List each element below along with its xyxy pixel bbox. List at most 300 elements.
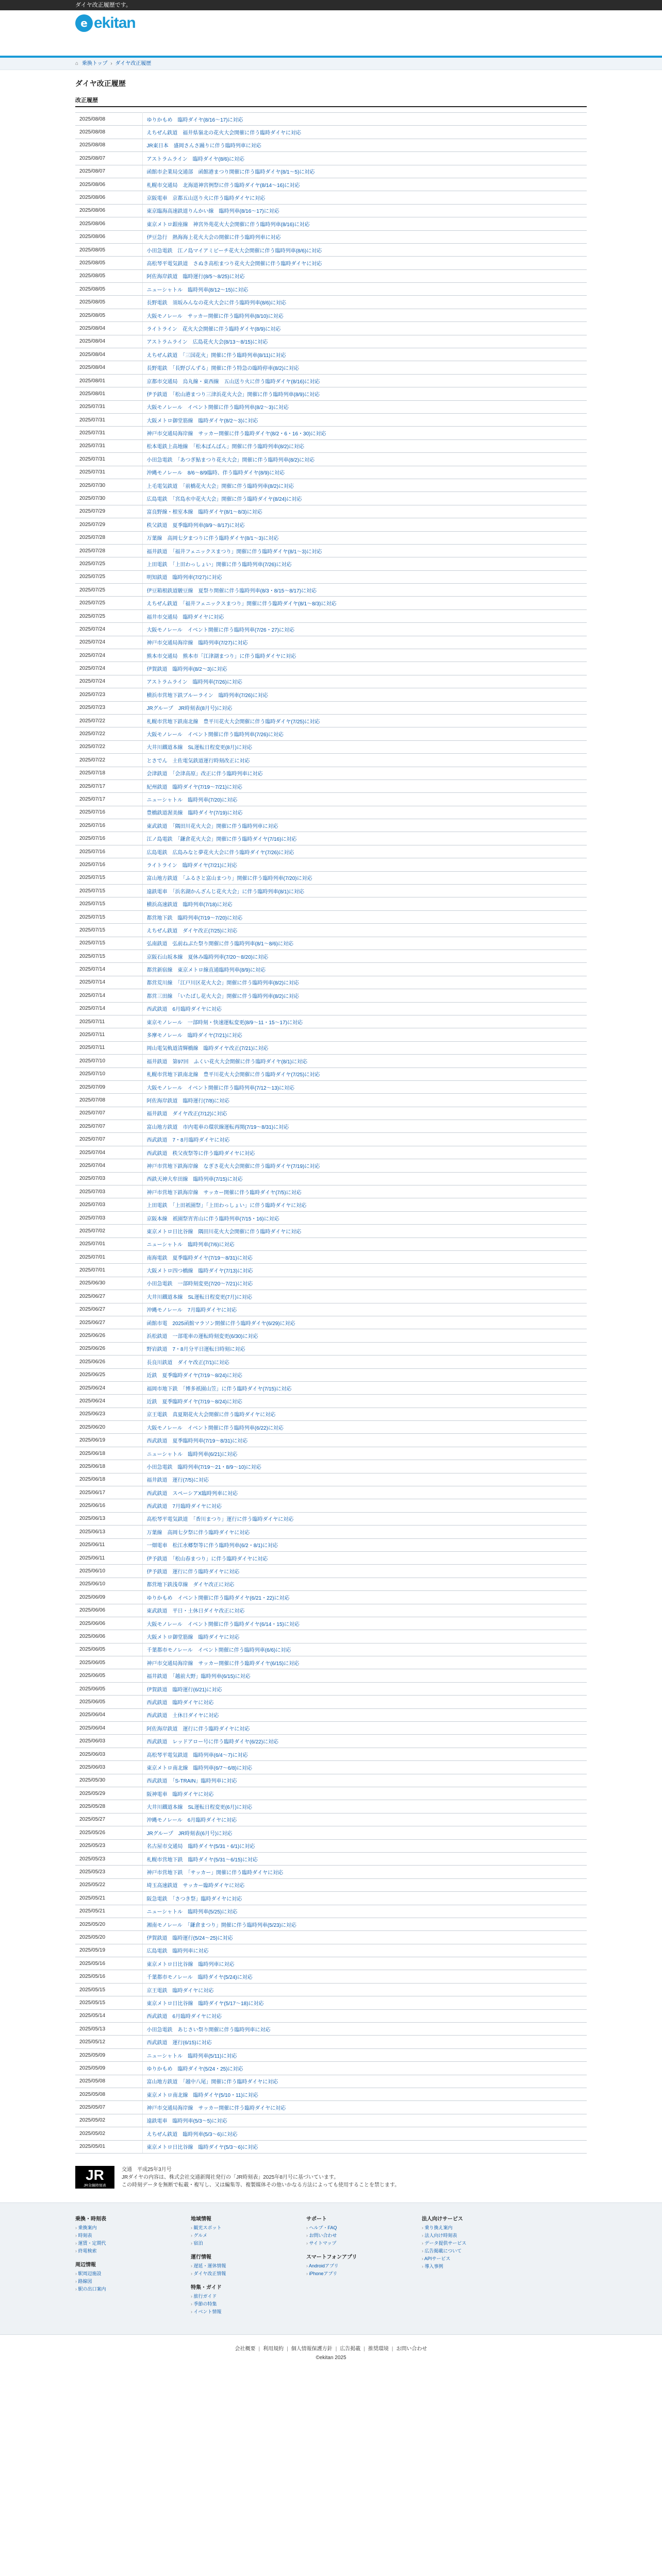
footer-link[interactable]: › 観光スポット xyxy=(191,2224,300,2232)
history-date: 2025/05/19 xyxy=(75,1944,142,1957)
history-entry-link[interactable]: ニューシャトル 臨時列車(5/11)に対応 xyxy=(142,2048,587,2061)
history-entry-link[interactable]: 福井鉄道 ダイヤ改正(7/12)に対応 xyxy=(142,1107,587,1120)
history-date: 2025/07/29 xyxy=(75,505,142,518)
history-entry-link[interactable]: 千葉都市モノレール 臨時ダイヤ(5/24)に対応 xyxy=(142,1970,587,1983)
history-entry-link[interactable]: 大井川鐵道本線 SL運転日程変更(6月)に対応 xyxy=(142,1800,587,1813)
history-entry-link[interactable]: ニューシャトル 臨時列車(8/12〜15)に対応 xyxy=(142,283,587,296)
history-entry-link[interactable]: 長野電鉄 「長野びんずる」開催に伴う特急の臨時停車(8/2)に対応 xyxy=(142,361,587,374)
history-entry-link[interactable]: 多摩モノレール 臨時ダイヤ(7/21)に対応 xyxy=(142,1028,587,1041)
history-entry-link[interactable]: 神戸市営地下鉄海岸線 サッカー開催に伴う臨時ダイヤ(7/5)に対応 xyxy=(142,1185,587,1198)
history-entry-link[interactable]: 大阪モノレール イベント開催に伴う臨時列車(8/2〜3)に対応 xyxy=(142,400,587,413)
history-entry-link[interactable]: 札幌市営地下鉄 臨時ダイヤ(5/31〜6/15)に対応 xyxy=(142,1852,587,1865)
footer-group-title: 乗換・時刻表 xyxy=(75,2216,106,2222)
history-entry-link[interactable]: 沖縄モノレール 8/6〜8/9臨時、伴う臨時ダイヤ(8/9)に対応 xyxy=(142,466,587,479)
history-row xyxy=(75,924,587,937)
history-date: 2025/07/31 xyxy=(75,439,142,452)
footer-link[interactable]: › グルメ xyxy=(191,2232,300,2240)
history-row xyxy=(75,466,587,479)
history-entry-link[interactable]: 福井鉄道 運行(7/5)に対応 xyxy=(142,1473,587,1486)
history-row xyxy=(75,1538,587,1551)
home-icon[interactable]: ⌂ xyxy=(75,61,79,66)
history-entry-link[interactable]: えちぜん鉄道 福井県嶺北の花火大会開催に伴う臨時ダイヤに対応 xyxy=(142,126,587,139)
history-entry-link[interactable]: ニューシャトル 臨時列車(7/6)に対応 xyxy=(142,1238,587,1250)
jr-notice-text xyxy=(122,2166,400,2189)
history-entry-link[interactable]: 東京モノレール 一部時刻・快速運転変更(8/9〜11・15〜17)に対応 xyxy=(142,1015,587,1028)
footer-group-title: スマートフォンアプリ xyxy=(306,2254,357,2260)
history-entry-link[interactable]: えちぜん鉄道 ダイヤ改正(7/25)に対応 xyxy=(142,924,587,937)
history-entry-link[interactable]: 横浜高速鉄道 臨時列車(7/18)に対応 xyxy=(142,897,587,910)
history-entry-link[interactable]: 長野電鉄 須坂みんなの花火大会に伴う臨時列車(8/6)に対応 xyxy=(142,296,587,309)
history-entry-link[interactable]: 西武鉄道 6月臨時ダイヤに対応 xyxy=(142,1002,587,1015)
history-entry-link[interactable]: 富山地方鉄道 「越中八尾」開催に伴う臨時ダイヤに対応 xyxy=(142,2075,587,2088)
history-row xyxy=(75,584,587,597)
history-entry-link[interactable]: 福井鉄道 「越前大野」臨時列車(6/15)に対応 xyxy=(142,1669,587,1682)
history-row xyxy=(75,1722,587,1735)
history-row xyxy=(75,1460,587,1473)
history-date: 2025/07/29 xyxy=(75,518,142,531)
history-entry-link[interactable]: 伊賀鉄道 臨時運行(5/24〜25)に対応 xyxy=(142,1931,587,1944)
history-entry-link[interactable]: 神戸市営地下鉄海岸線 なぎさ花火大会開催に伴う臨時ダイヤ(7/19)に対応 xyxy=(142,1159,587,1172)
history-date: 2025/07/09 xyxy=(75,1080,142,1093)
history-date: 2025/05/13 xyxy=(75,2023,142,2036)
history-date: 2025/08/06 xyxy=(75,178,142,191)
history-date: 2025/07/15 xyxy=(75,924,142,937)
history-entry-link[interactable]: 小田急電鉄 臨時列車(7/19〜21・8/9〜10)に対応 xyxy=(142,1460,587,1473)
history-entry-link[interactable]: 大阪メトロ御堂筋線 臨時ダイヤ(8/2〜3)に対応 xyxy=(142,413,587,426)
history-entry-link[interactable]: 大阪モノレール イベント開催に伴う臨時列車(7/12〜13)に対応 xyxy=(142,1080,587,1093)
footer-link[interactable]: › イベント情報 xyxy=(191,2308,300,2316)
history-row xyxy=(75,1238,587,1250)
footer-link-list xyxy=(191,2224,300,2247)
breadcrumb-item-top[interactable]: 乗換トップ xyxy=(81,61,108,66)
history-entry-link[interactable]: 弘南鉄道 弘前ねぷた祭り開催に伴う臨時列車(8/1〜8/6)に対応 xyxy=(142,937,587,950)
history-entry-link[interactable]: 野岩鉄道 7・8月分平日運転日時刻に対応 xyxy=(142,1342,587,1355)
history-entry-link[interactable]: 大阪モノレール イベント開催に伴う臨時列車(6/22)に対応 xyxy=(142,1421,587,1434)
footer-separator: | xyxy=(363,2346,365,2352)
history-row xyxy=(75,1028,587,1041)
history-entry-link[interactable]: JRグループ JR時刻表(6月号)に対応 xyxy=(142,1826,587,1839)
footer-link[interactable]: › サイトマップ xyxy=(306,2240,416,2247)
history-entry-link[interactable]: 伊予鉄道 「松山港まつり三津浜花火大会」開催に伴う臨時列車(8/9)に対応 xyxy=(142,387,587,400)
site-footer xyxy=(0,2202,662,2334)
history-date: 2025/06/30 xyxy=(75,1277,142,1290)
footer-bottom-link[interactable]: 推奨環境 xyxy=(368,2346,389,2352)
history-date: 2025/06/18 xyxy=(75,1473,142,1486)
history-row xyxy=(75,1735,587,1748)
history-entry-link[interactable]: 札幌市営地下鉄南北線 豊平川花火大会開催に伴う臨時ダイヤ(7/25)に対応 xyxy=(142,714,587,727)
history-date: 2025/06/19 xyxy=(75,1434,142,1447)
history-entry-link[interactable]: 西武鉄道 秩父夜祭等に伴う臨時ダイヤに対応 xyxy=(142,1146,587,1159)
history-row xyxy=(75,2023,587,2036)
history-entry-link[interactable]: 福井鉄道 第97回 ふくい花火大会開催に伴う臨時ダイヤ(8/1)に対応 xyxy=(142,1055,587,1067)
history-entry-link[interactable]: 東京メトロ日比谷線 臨時ダイヤ(5/3〜6)に対応 xyxy=(142,2140,587,2153)
footer-link[interactable]: › ダイヤ改正情報 xyxy=(191,2270,300,2278)
footer-link[interactable]: › 終電検索 xyxy=(75,2247,185,2255)
history-entry-link[interactable]: 京阪石山坂本線 夏休み臨時列車(7/20〜8/20)に対応 xyxy=(142,950,587,963)
history-entry-link[interactable]: 西武鉄道 スペーシアX臨時列車に対応 xyxy=(142,1486,587,1499)
history-entry-link[interactable]: 会津鉄道 「会津高原」改正に伴う臨時列車に対応 xyxy=(142,767,587,779)
history-entry-link[interactable]: 伊予鉄道 運行に伴う臨時ダイヤに対応 xyxy=(142,1565,587,1578)
history-entry-link[interactable]: えちぜん鉄道 「福井フェニックスまつり」開催に伴う臨時ダイヤ(8/1〜8/3)に対応 xyxy=(142,597,587,609)
footer-link[interactable]: › 季節の特集 xyxy=(191,2300,300,2308)
history-date: 2025/06/13 xyxy=(75,1512,142,1525)
history-entry-link[interactable]: 松本電鉄上高地線 「松本ぼんぼん」開催に伴う臨時列車(8/2)に対応 xyxy=(142,439,587,452)
history-entry-link[interactable]: 大阪モノレール イベント開催に伴う臨時列車(7/26)に対応 xyxy=(142,727,587,740)
history-entry-link[interactable]: 阪神電車 臨時ダイヤに対応 xyxy=(142,1787,587,1800)
history-entry-link[interactable]: 近鉄 夏季臨時ダイヤ(7/19〜8/24)に対応 xyxy=(142,1368,587,1381)
history-entry-link[interactable]: 秩父鉄道 夏季臨時列車(8/9〜8/17)に対応 xyxy=(142,518,587,531)
history-entry-link[interactable]: 伊豆箱根鉄道駿豆線 夏祭り開催に伴う臨時列車(8/3・8/15〜8/17)に対応 xyxy=(142,584,587,597)
history-entry-link[interactable]: 東京メトロ銀座線 神宮外苑花火大会開催に伴う臨時列車(8/16)に対応 xyxy=(142,217,587,230)
history-entry-link[interactable]: 明知鉄道 臨時列車(7/27)に対応 xyxy=(142,570,587,583)
history-entry-link[interactable]: 浜松鉄道 一部電車の運転時刻変更(6/30)に対応 xyxy=(142,1329,587,1342)
history-entry-link[interactable]: 西武鉄道 土休日ダイヤに対応 xyxy=(142,1708,587,1721)
history-row xyxy=(75,126,587,139)
history-entry-link[interactable]: 西鉄天神大牟田線 臨時列車(7/15)に対応 xyxy=(142,1172,587,1185)
history-row xyxy=(75,727,587,740)
history-entry-link[interactable]: 紀州鉄道 臨時ダイヤ(7/19〜7/21)に対応 xyxy=(142,779,587,792)
history-entry-link[interactable]: 都営荒川線 「江戸川区花火大会」開催に伴う臨時列車(8/2)に対応 xyxy=(142,976,587,989)
footer-link[interactable]: › お問い合わせ xyxy=(306,2232,416,2240)
history-row xyxy=(75,871,587,884)
history-entry-link[interactable]: 東京臨海高速鉄道りんかい線 臨時列車(8/16〜17)に対応 xyxy=(142,204,587,217)
site-header xyxy=(75,10,587,35)
history-entry-link[interactable]: 高松琴平電気鉄道 「香川まつり」運行に伴う臨時ダイヤに対応 xyxy=(142,1512,587,1525)
history-row xyxy=(75,1080,587,1093)
history-row xyxy=(75,1931,587,1944)
history-entry-link[interactable]: ゆりかもめ 臨時ダイヤ(8/16〜17)に対応 xyxy=(142,113,587,126)
history-row xyxy=(75,2048,587,2061)
footer-link-grid xyxy=(75,2214,587,2321)
history-row xyxy=(75,1329,587,1342)
history-entry-link[interactable]: ゆりかもめ 臨時ダイヤ(5/24・25)に対応 xyxy=(142,2062,587,2075)
footer-bottom-link[interactable]: 会社概要 xyxy=(235,2346,256,2352)
history-entry-link[interactable]: ニューシャトル 臨時列車(5/25)に対応 xyxy=(142,1905,587,1918)
history-entry-link[interactable]: 万葉線 高岡七夕まつりに伴う臨時ダイヤ(8/1〜3)に対応 xyxy=(142,531,587,544)
history-entry-link[interactable]: ニューシャトル 臨時列車(6/21)に対応 xyxy=(142,1447,587,1460)
history-entry-link[interactable]: 大井川鐵道本線 SL運転日程変更(8月)に対応 xyxy=(142,740,587,753)
history-row xyxy=(75,1303,587,1316)
history-entry-link[interactable]: 西武鉄道 レッドアロー号に伴う臨時ダイヤ(6/22)に対応 xyxy=(142,1735,587,1748)
history-date: 2025/05/22 xyxy=(75,1878,142,1891)
history-date: 2025/06/04 xyxy=(75,1708,142,1721)
history-row xyxy=(75,309,587,321)
history-row xyxy=(75,1067,587,1080)
history-row xyxy=(75,1264,587,1277)
history-entry-link[interactable]: 阿佐海岸鉄道 臨時運行(7/8)に対応 xyxy=(142,1094,587,1107)
history-row xyxy=(75,937,587,950)
history-entry-link[interactable]: 大阪モノレール イベント開催に伴う臨時ダイヤ(6/14・15)に対応 xyxy=(142,1617,587,1630)
footer-link[interactable]: › 駅の出口案内 xyxy=(75,2285,185,2293)
footer-link[interactable]: › ヘルプ・FAQ xyxy=(306,2224,416,2232)
history-entry-link[interactable]: 京王電鉄 真夏期花火大会開催に伴う臨時ダイヤに対応 xyxy=(142,1408,587,1420)
history-entry-link[interactable]: アストラムライン 広島花火大会(8/13〜8/15)に対応 xyxy=(142,335,587,348)
history-entry-link[interactable]: 大井川鐵道本線 SL運転日程変更(7月)に対応 xyxy=(142,1290,587,1303)
history-entry-link[interactable]: 広島電鉄 臨時列車に対応 xyxy=(142,1944,587,1957)
history-row xyxy=(75,1499,587,1512)
history-entry-link[interactable]: 万葉線 高岡七夕祭に伴う臨時ダイヤに対応 xyxy=(142,1526,587,1538)
history-date: 2025/08/05 xyxy=(75,269,142,282)
history-row xyxy=(75,1316,587,1329)
history-entry-link[interactable]: JRグループ JR時刻表(8月号)に対応 xyxy=(142,701,587,714)
history-entry-link[interactable]: 埼玉高速鉄道 サッカー臨時ダイヤに対応 xyxy=(142,1878,587,1891)
top-notice-bar xyxy=(0,0,662,10)
history-entry-link[interactable]: 熊本市交通局 熊本市「江津湖まつり」に伴う臨時ダイヤに対応 xyxy=(142,649,587,662)
history-entry-link[interactable]: 都営三田線 「いたばし花火大会」開催に伴う臨時列車(8/2)に対応 xyxy=(142,989,587,1002)
history-entry-link[interactable]: 遠鉄電車 臨時列車(5/3〜5)に対応 xyxy=(142,2114,587,2127)
history-date: 2025/05/29 xyxy=(75,1787,142,1800)
history-entry-link[interactable]: ゆりかもめ イベント開催に伴う臨時ダイヤ(6/21・22)に対応 xyxy=(142,1591,587,1604)
history-entry-link[interactable]: 沖縄モノレール 6月臨時ダイヤに対応 xyxy=(142,1813,587,1826)
history-entry-link[interactable]: 神戸市交通局海岸線 サッカー開催に伴う臨時ダイヤに対応 xyxy=(142,2101,587,2114)
history-date: 2025/07/25 xyxy=(75,584,142,597)
history-entry-link[interactable]: 福井鉄道 「福井フェニックスまつり」開催に伴う臨時ダイヤ(8/1〜3)に対応 xyxy=(142,544,587,557)
history-date: 2025/08/05 xyxy=(75,243,142,256)
history-row xyxy=(75,2062,587,2075)
history-date: 2025/05/26 xyxy=(75,1826,142,1839)
history-row xyxy=(75,688,587,701)
footer-link[interactable]: › 時刻表 xyxy=(75,2232,185,2240)
history-row xyxy=(75,1708,587,1721)
history-entry-link[interactable]: アストラムライン 臨時列車(7/26)に対応 xyxy=(142,675,587,688)
history-date: 2025/06/03 xyxy=(75,1735,142,1748)
history-entry-link[interactable]: 函館市企業局交通部 函館港まつり開催に伴う臨時ダイヤ(8/1〜5)に対応 xyxy=(142,165,587,178)
history-date: 2025/07/25 xyxy=(75,570,142,583)
history-row xyxy=(75,989,587,1002)
history-entry-link[interactable]: JR東日本 盛岡さんさ踊りに伴う臨時列車に対応 xyxy=(142,139,587,151)
history-date: 2025/06/27 xyxy=(75,1290,142,1303)
history-row xyxy=(75,897,587,910)
history-entry-link[interactable]: 神戸市営地下鉄 「サッカー」開催に伴う臨時ダイヤに対応 xyxy=(142,1866,587,1878)
history-entry-link[interactable]: 都営地下鉄 臨時列車(7/19〜7/20)に対応 xyxy=(142,910,587,923)
history-row xyxy=(75,845,587,858)
history-entry-link[interactable]: 阿佐海岸鉄道 運行に伴う臨時ダイヤに対応 xyxy=(142,1722,587,1735)
footer-bottom-row xyxy=(0,2344,662,2352)
history-entry-link[interactable]: とさでん 土佐電気鉄道運行時刻改正に対応 xyxy=(142,754,587,767)
history-entry-link[interactable]: 西武鉄道 7・8月臨時ダイヤに対応 xyxy=(142,1133,587,1146)
footer-link[interactable]: › 広告掲載について xyxy=(422,2247,531,2255)
history-entry-link[interactable]: アストラムライン 臨時ダイヤ(8/6)に対応 xyxy=(142,152,587,165)
history-entry-link[interactable]: 阿佐海岸鉄道 臨時運行(8/5〜8/25)に対応 xyxy=(142,269,587,282)
history-entry-link[interactable]: 長良川鉄道 ダイヤ改正(7/1)に対応 xyxy=(142,1355,587,1368)
history-date: 2025/06/23 xyxy=(75,1408,142,1420)
history-entry-link[interactable]: 小田急電鉄 江ノ島マイアミビーチ花火大会開催に伴う臨時列車(8/6)に対応 xyxy=(142,243,587,256)
footer-group-title: サポート xyxy=(306,2216,327,2222)
history-row xyxy=(75,1473,587,1486)
history-entry-link[interactable]: 東武鉄道 「隅田川花火大会」開催に伴う臨時列車に対応 xyxy=(142,819,587,832)
history-row xyxy=(75,348,587,361)
history-row xyxy=(75,1290,587,1303)
history-date: 2025/07/28 xyxy=(75,531,142,544)
history-row xyxy=(75,1813,587,1826)
history-row xyxy=(75,544,587,557)
history-entry-link[interactable]: 神戸市交通局海岸線 サッカー開催に伴う臨時ダイヤ(8/2・6・16・30)に対応 xyxy=(142,427,587,439)
history-date: 2025/07/25 xyxy=(75,557,142,570)
history-row xyxy=(75,1172,587,1185)
footer-link-list xyxy=(191,2262,300,2278)
history-entry-link[interactable]: 小田急電鉄 あじさい祭り開催に伴う臨時列車に対応 xyxy=(142,2023,587,2036)
history-entry-link[interactable]: 伊賀鉄道 臨時運行(6/21)に対応 xyxy=(142,1682,587,1695)
history-entry-link[interactable]: 神戸市交通局海岸線 サッカー開催に伴う臨時ダイヤ(6/15)に対応 xyxy=(142,1656,587,1669)
history-entry-link[interactable]: 東京メトロ日比谷線 隅田川花火大会開催に伴う臨時ダイヤに対応 xyxy=(142,1225,587,1238)
footer-link[interactable]: › 遅延・運休情報 xyxy=(191,2262,300,2270)
history-entry-link[interactable]: 阪急電鉄 「さつき祭」臨時ダイヤに対応 xyxy=(142,1892,587,1905)
footer-bottom-link[interactable]: 広告掲載 xyxy=(340,2346,361,2352)
history-entry-link[interactable]: 富山地方鉄道 市内電車の環状線運転再開(7/19〜8/31)に対応 xyxy=(142,1120,587,1133)
history-table xyxy=(75,112,587,2154)
footer-link[interactable]: › 駅周辺施設 xyxy=(75,2270,185,2278)
history-entry-link[interactable]: 岡山電気軌道清輝橋線 臨時ダイヤ改正(7/21)に対応 xyxy=(142,1041,587,1054)
history-entry-link[interactable]: 西武鉄道 夏季臨時列車(7/19〜8/31)に対応 xyxy=(142,1434,587,1447)
history-date: 2025/07/16 xyxy=(75,845,142,858)
history-entry-link[interactable]: 近鉄 夏季臨時ダイヤ(7/19〜8/24)に対応 xyxy=(142,1395,587,1408)
history-date: 2025/08/01 xyxy=(75,387,142,400)
jr-logo-caption: JR全線時刻表 xyxy=(84,2183,106,2188)
footer-link-list xyxy=(75,2224,185,2255)
history-date: 2025/06/09 xyxy=(75,1591,142,1604)
footer-link[interactable]: › 法人向け時刻表 xyxy=(422,2232,531,2240)
history-entry-link[interactable]: ライトライン 花火大会開催に伴う臨時ダイヤ(8/9)に対応 xyxy=(142,322,587,335)
history-entry-link[interactable]: 上田電鉄 「上田わっしょい」開催に伴う臨時列車(7/26)に対応 xyxy=(142,557,587,570)
history-entry-link[interactable]: 一畑電車 松江水郷祭等に伴う臨時列車(6/2・8/1)に対応 xyxy=(142,1538,587,1551)
footer-link[interactable]: › データ提供サービス xyxy=(422,2240,531,2247)
history-row xyxy=(75,1055,587,1067)
history-row xyxy=(75,518,587,531)
history-row xyxy=(75,1512,587,1525)
history-entry-link[interactable]: えちぜん鉄道 臨時列車(5/3〜6)に対応 xyxy=(142,2127,587,2140)
history-entry-link[interactable]: 広島電鉄 「宮島水中花火大会」開催に伴う臨時ダイヤ(8/24)に対応 xyxy=(142,492,587,505)
history-row xyxy=(75,2140,587,2153)
history-entry-link[interactable]: 福岡市地下鉄 「博多祇園山笠」に伴う臨時ダイヤ(7/15)に対応 xyxy=(142,1381,587,1394)
history-entry-link[interactable]: 東京メトロ日比谷線 臨時ダイヤ(5/17〜18)に対応 xyxy=(142,1996,587,2009)
footer-link[interactable]: › iPhoneアプリ xyxy=(306,2270,416,2278)
history-row xyxy=(75,806,587,819)
history-entry-link[interactable]: 小田急電鉄 「あつぎ鮎まつり花火大会」開催に伴う臨時列車(8/2)に対応 xyxy=(142,453,587,466)
history-entry-link[interactable]: 高松琴平電気鉄道 さぬき高松まつり花火大会開催に伴う臨時ダイヤに対応 xyxy=(142,257,587,269)
history-entry-link[interactable]: 大阪モノレール サッカー開催に伴う臨時列車(8/10)に対応 xyxy=(142,309,587,321)
history-entry-link[interactable]: 札幌市交通局 北海道神宮例祭に伴う臨時ダイヤ(8/14〜16)に対応 xyxy=(142,178,587,191)
history-date: 2025/07/07 xyxy=(75,1120,142,1133)
history-entry-link[interactable]: 東京メトロ南北線 臨時列車(6/7〜6/8)に対応 xyxy=(142,1761,587,1774)
history-entry-link[interactable]: 東武鉄道 平日・土休日ダイヤ改正に対応 xyxy=(142,1604,587,1617)
history-entry-link[interactable]: ライトライン 臨時ダイヤ(7/21)に対応 xyxy=(142,858,587,871)
history-entry-link[interactable]: 京都市交通局 烏丸線・東西線 五山送り火に伴う臨時ダイヤ(8/16)に対応 xyxy=(142,374,587,387)
history-entry-link[interactable]: 東京メトロ南北線 臨時ダイヤ(5/10・11)に対応 xyxy=(142,2088,587,2100)
site-logo[interactable] xyxy=(75,14,136,32)
history-entry-link[interactable]: 上毛電気鉄道 「前橋花火大会」開催に伴う臨時列車(8/2)に対応 xyxy=(142,479,587,492)
history-row xyxy=(75,413,587,426)
history-row xyxy=(75,1970,587,1983)
history-entry-link[interactable]: 西武鉄道 6月臨時ダイヤに対応 xyxy=(142,2009,587,2022)
history-entry-link[interactable]: 西武鉄道 「S-TRAIN」臨時列車に対応 xyxy=(142,1774,587,1787)
history-date: 2025/05/02 xyxy=(75,2114,142,2127)
history-date: 2025/06/11 xyxy=(75,1551,142,1564)
history-entry-link[interactable]: 遠鉄電車 「浜名湖かんざんじ花火大会」に伴う臨時列車(8/1)に対応 xyxy=(142,885,587,897)
history-entry-link[interactable]: 京阪本線 祇園祭宵宵山に伴う臨時列車(7/15・16)に対応 xyxy=(142,1211,587,1224)
footer-link[interactable]: › 運賃・定期代 xyxy=(75,2240,185,2247)
history-row xyxy=(75,963,587,976)
history-row xyxy=(75,1002,587,1015)
history-entry-link[interactable]: 富山地方鉄道 「ふるさと富山まつり」開催に伴う臨時列車(7/20)に対応 xyxy=(142,871,587,884)
history-entry-link[interactable]: 伊豆急行 熱海海上花火大会の開催に伴う臨時列車に対応 xyxy=(142,230,587,243)
footer-link[interactable]: › Androidアプリ xyxy=(306,2262,416,2270)
footer-link[interactable]: › 路線図 xyxy=(75,2278,185,2285)
history-entry-link[interactable]: 豊橋鉄道渥美線 臨時ダイヤ(7/19)に対応 xyxy=(142,806,587,819)
history-row xyxy=(75,296,587,309)
history-row xyxy=(75,649,587,662)
footer-bottom-link[interactable]: 利用規約 xyxy=(263,2346,284,2352)
history-entry-link[interactable]: 京王電鉄 臨時ダイヤに対応 xyxy=(142,1983,587,1996)
history-entry-link[interactable]: 広島電鉄 広島みなと夢花火大会に伴う臨時ダイヤ(7/26)に対応 xyxy=(142,845,587,858)
history-entry-link[interactable]: 高松琴平電気鉄道 臨時列車(6/4〜7)に対応 xyxy=(142,1748,587,1760)
history-entry-link[interactable]: 湘南モノレール 「鎌倉まつり」開催に伴う臨時列車(5/23)に対応 xyxy=(142,1918,587,1930)
history-entry-link[interactable]: 横浜市営地下鉄ブルーライン 臨時列車(7/26)に対応 xyxy=(142,688,587,701)
history-entry-link[interactable]: えちぜん鉄道 「三国花火」開催に伴う臨時列車(8/11)に対応 xyxy=(142,348,587,361)
copyright: ©ekitan 2025 xyxy=(316,2354,346,2361)
footer-link[interactable]: › 宿泊 xyxy=(191,2240,300,2247)
history-entry-link[interactable]: 伊賀鉄道 臨時列車(8/2〜3)に対応 xyxy=(142,662,587,675)
history-row xyxy=(75,453,587,466)
history-date: 2025/06/05 xyxy=(75,1669,142,1682)
history-entry-link[interactable]: 富良野線・根室本線 臨時ダイヤ(8/1〜8/3)に対応 xyxy=(142,505,587,518)
history-entry-link[interactable]: 大阪メトロ四つ橋線 臨時ダイヤ(7/13)に対応 xyxy=(142,1264,587,1277)
history-entry-link[interactable]: 京阪電車 京都五山送り火に伴う臨時ダイヤに対応 xyxy=(142,191,587,204)
history-entry-link[interactable]: 都営新宿線 東京メトロ線直通臨時列車(8/9)に対応 xyxy=(142,963,587,976)
history-entry-link[interactable]: 小田急電鉄 一部時刻変更(7/20〜7/21)に対応 xyxy=(142,1277,587,1290)
footer-link-list xyxy=(306,2262,416,2278)
history-entry-link[interactable]: 江ノ島電鉄 「鎌倉花火大会」開催に伴う臨時ダイヤ(7/16)に対応 xyxy=(142,832,587,845)
history-entry-link[interactable]: 沖縄モノレール 7月臨時ダイヤに対応 xyxy=(142,1303,587,1316)
history-entry-link[interactable]: 南海電鉄 夏季臨時ダイヤ(7/19〜8/31)に対応 xyxy=(142,1250,587,1263)
history-row xyxy=(75,1041,587,1054)
history-entry-link[interactable]: ニューシャトル 臨時列車(7/20)に対応 xyxy=(142,793,587,806)
history-entry-link[interactable]: 西武鉄道 7月臨時ダイヤに対応 xyxy=(142,1499,587,1512)
history-date: 2025/07/22 xyxy=(75,754,142,767)
history-entry-link[interactable]: 千葉都市モノレール イベント開催に伴う臨時列車(6/6)に対応 xyxy=(142,1643,587,1656)
footer-link[interactable]: › APIサービス xyxy=(422,2255,531,2263)
history-entry-link[interactable]: 伊予鉄道 「松山春まつり」に伴う臨時ダイヤに対応 xyxy=(142,1551,587,1564)
history-entry-link[interactable]: 福井市交通局 臨時ダイヤに対応 xyxy=(142,609,587,622)
footer-link[interactable]: › 乗換案内 xyxy=(75,2224,185,2232)
history-date: 2025/07/15 xyxy=(75,910,142,923)
history-entry-link[interactable]: 大阪メトロ御堂筋線 臨時ダイヤに対応 xyxy=(142,1630,587,1643)
history-entry-link[interactable]: 札幌市営地下鉄南北線 豊平川花火大会開催に伴う臨時ダイヤ(7/25)に対応 xyxy=(142,1067,587,1080)
history-entry-link[interactable]: 上田電鉄 「上田祇園祭」「上田わっしょい」に伴う臨時ダイヤに対応 xyxy=(142,1198,587,1211)
history-entry-link[interactable]: 函館市電 2025函館マラソン開催に伴う臨時ダイヤ(6/29)に対応 xyxy=(142,1316,587,1329)
footer-bottom-link[interactable]: お問い合わせ xyxy=(396,2346,427,2352)
history-date: 2025/06/05 xyxy=(75,1696,142,1708)
history-row xyxy=(75,257,587,269)
history-row xyxy=(75,1421,587,1434)
history-entry-link[interactable]: 東京メトロ日比谷線 臨時列車に対応 xyxy=(142,1957,587,1970)
footer-link[interactable]: › 旅行ガイド xyxy=(191,2293,300,2300)
history-row xyxy=(75,1774,587,1787)
footer-link[interactable]: › 導入事例 xyxy=(422,2263,531,2270)
history-entry-link[interactable]: 西武鉄道 臨時ダイヤに対応 xyxy=(142,1696,587,1708)
history-entry-link[interactable]: 大阪モノレール イベント開催に伴う臨時列車(7/26・27)に対応 xyxy=(142,623,587,636)
history-entry-link[interactable]: 神戸市交通局海岸線 臨時列車(7/27)に対応 xyxy=(142,636,587,649)
footer-bottom-link[interactable]: 個人情報保護方針 xyxy=(291,2346,333,2352)
history-entry-link[interactable]: 都営地下鉄浅草線 ダイヤ改正に対応 xyxy=(142,1578,587,1590)
history-date: 2025/07/15 xyxy=(75,871,142,884)
history-date: 2025/07/15 xyxy=(75,897,142,910)
history-entry-link[interactable]: 西武鉄道 運行(6/15)に対応 xyxy=(142,2036,587,2048)
history-entry-link[interactable]: 名古屋市交通局 臨時ダイヤ(5/31・6/1)に対応 xyxy=(142,1839,587,1852)
footer-link[interactable]: › 乗り換え案内 xyxy=(422,2224,531,2232)
history-date: 2025/07/16 xyxy=(75,858,142,871)
history-date: 2025/08/07 xyxy=(75,152,142,165)
breadcrumb-separator: › xyxy=(110,61,112,66)
